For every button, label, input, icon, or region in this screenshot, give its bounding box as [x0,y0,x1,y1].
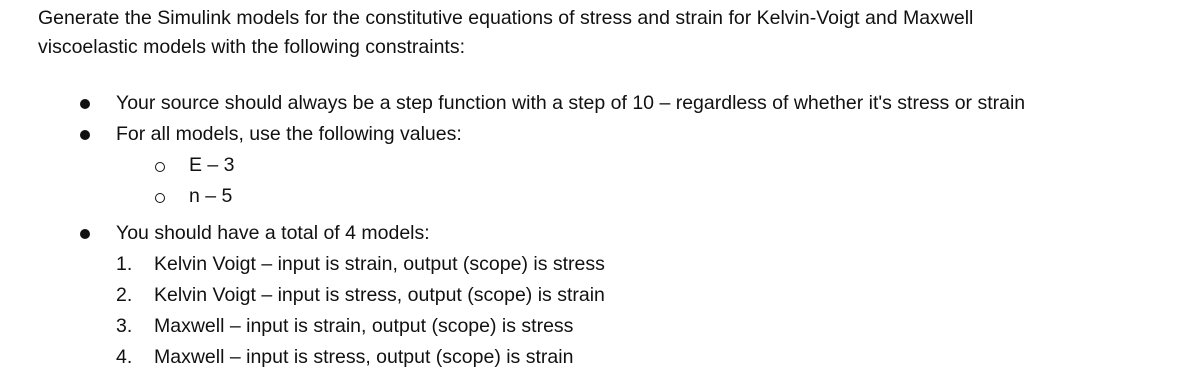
bullet-item-source [38,88,1180,119]
value-text: E – 3 [189,154,235,176]
constraints-list [38,88,1180,373]
model-item [38,342,1180,373]
bullet-icon [80,229,90,239]
hollow-bullet-icon [155,162,165,172]
model-number: 3. [116,315,133,337]
sub-item-e-value [38,150,1180,181]
bullet-icon [80,130,90,140]
model-text: Kelvin Voigt – input is strain, output (scope) is stress [154,253,605,275]
model-item [38,311,1180,342]
model-item [38,280,1180,311]
value-text: n – 5 [189,185,233,207]
hollow-bullet-icon [155,193,165,203]
bullet-item-models [38,218,1180,249]
bullet-item-values [38,119,1180,150]
model-number: 2. [116,284,133,306]
bullet-text: Your source should always be a step function with a step of 10 – regardless of whether it's stress or strain [116,92,1026,114]
model-item [38,249,1180,280]
model-number: 4. [116,346,133,368]
intro-paragraph: Generate the Simulink models for the constitutive equations of stress and strain for Kelvin-Voigt and Maxwell viscoelastic models with the following constraints: [38,7,974,58]
model-text: Kelvin Voigt – input is stress, output (scope) is strain [154,284,605,306]
model-text: Maxwell – input is stress, output (scope) is strain [154,346,574,368]
sub-item-n-value [38,181,1180,212]
bullet-text: You should have a total of 4 models: [116,222,430,244]
model-number: 1. [116,253,133,275]
bullet-text: For all models, use the following values: [116,123,462,145]
document-body [38,4,1180,373]
model-text: Maxwell – input is strain, output (scope) is stress [154,315,574,337]
bullet-icon [80,99,90,109]
